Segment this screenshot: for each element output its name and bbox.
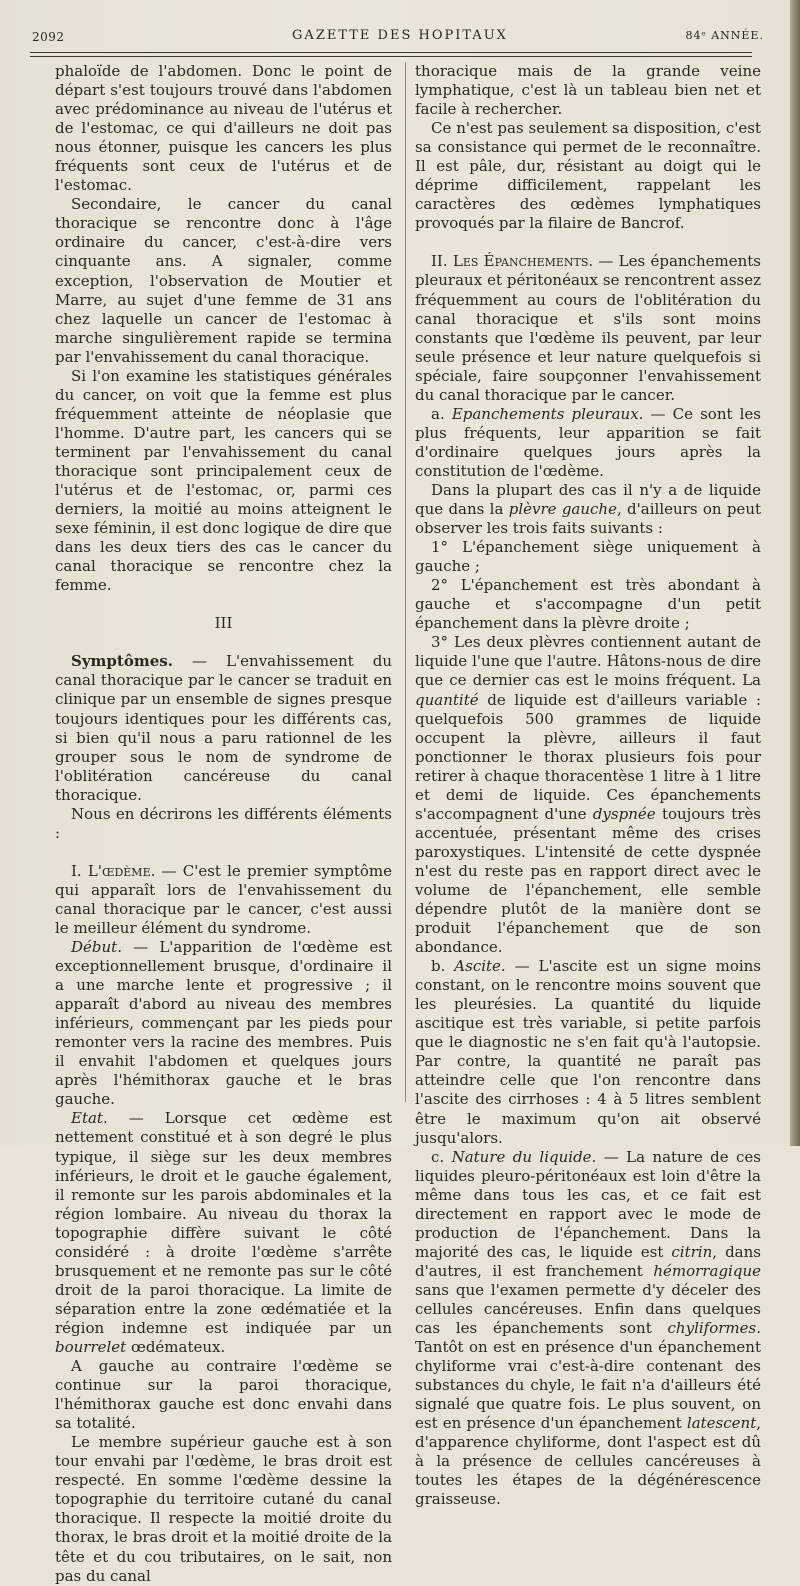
section-heading: Symptômes. (71, 652, 173, 671)
paragraph: A gauche au contraire l'œdème se continue sur la paroi thoracique, l'hémithorax gauche est donc envahi dans sa totalité. (55, 1357, 392, 1433)
right-column (415, 62, 761, 1510)
year-label: 84ᵉ ANNÉE. (685, 29, 764, 42)
list-item: 1° L'épanchement siège uniquement à gauche ; (415, 538, 761, 576)
paragraph: I. L'œdème. — C'est le premier symptôme qui apparaît lors de l'envahissement du canal thoracique par le cancer, c'est aussi le meilleur élément du syndrome. (55, 861, 392, 937)
left-column (55, 62, 392, 1586)
subheading-italic: Etat. (71, 1109, 108, 1128)
header-rule-top (30, 52, 752, 53)
paragraph: Ce n'est pas seulement sa disposition, c'est sa consistance qui permet de le reconnaître. Il est pâle, dur, résistant au doigt qui le déprime difficilement, rappelant les caractères des œdèmes lymphatiques provoqués par la filaire de Bancrof. (415, 119, 761, 233)
paragraph: Si l'on examine les statistiques générales du cancer, on voit que la femme est plus fréquemment atteinte de néoplasie que l'homme. D'autre part, les cancers qui se terminent par l'envahissement du canal thoracique sont principalement ceux de l'utérus et de l'estomac, or, parmi ces derniers, la moitié au moins atteignent le sexe féminin, il est donc logique de dire que dans les deux tiers des cas le cancer du canal thoracique se rencontre chez la femme. (55, 366, 392, 595)
list-item: 3° Les deux plèvres contiennent autant de liquide l'une que l'autre. Hâtons-nous de dire que ce dernier cas est le moins fréquent. La quantité de liquide est d'ailleurs variable : quelquefois 500 grammes de liquide occupent la plèvre, ailleurs il faut ponctionner le thorax plusieurs fois pour retirer à chaque thoracentèse 1 litre à 1 litre et demi de liquide. Ces épanchements s'accompagnent d'une dyspnée toujours très accentuée, présentant même des crises paroxystiques. L'intensité de cette dyspnée n'est du reste pas en rapport direct avec le volume de l'épanchement, elle semble dépendre plutôt de la manière dont se produit l'épanchement que de son abondance. (415, 633, 761, 957)
paragraph: Symptômes. — L'envahissement du canal thoracique par le cancer se traduit en clinique par un ensemble de signes presque toujours identiques pour les différents cas, si bien qu'il nous a paru rationnel de les grouper sous le nom de syndrome de l'oblitération cancéreuse du canal thoracique. (55, 652, 392, 804)
paragraph: Secondaire, le cancer du canal thoracique se rencontre donc à l'âge ordinaire du cancer, c'est-à-dire vers cinquante ans. A signaler, comme exception, l'observation de Moutier et Marre, au sujet d'une femme de 31 ans chez laquelle un cancer de l'estomac à marche singulièrement rapide se termina par l'envahissement du canal thoracique. (55, 195, 392, 366)
paragraph: II. Les Épanchements. — Les épanchements pleuraux et péritonéaux se rencontrent assez fréquemment au cours de l'oblitération du canal thoracique et s'ils sont moins constants que l'œdème ils peuvent, par leur seule présence et leur nature quelquefois si spéciale, faire soupçonner l'envahissement du canal thoracique par le cancer. (415, 252, 761, 404)
subheading-italic: Nature du liquide. (451, 1147, 597, 1166)
paragraph: thoracique mais de la grande veine lymphatique, c'est là un tableau bien net et facile à rechercher. (415, 62, 761, 119)
paragraph: Etat. — Lorsque cet œdème est nettement constitué et à son degré le plus typique, il siège sur les deux membres inférieurs, le droit et le gauche également, il remonte sur les parois abdominales et la région lombaire. Au niveau du thorax la topographie diffère suivant le côté considéré : à droite l'œdème s'arrête brusquement et ne remonte pas sur le côté droit de la paroi thoracique. La limite de séparation entre la zone œdématiée et la région indemne est indiquée par un bourrelet œdémateux. (55, 1109, 392, 1356)
paragraph: Début. — L'apparition de l'œdème est exceptionnellement brusque, d'ordinaire il a une marche lente et progressive ; il apparaît d'abord au niveau des membres inférieurs, commençant par les pieds pour remonter vers la racine des membres. Puis il envahit l'abdomen et quelques jours après l'hémithorax gauche et le bras gauche. (55, 938, 392, 1109)
subsection-heading: I. L'œdème. (71, 861, 156, 880)
column-divider (405, 62, 406, 1102)
list-item: 2° L'épanchement est très abondant à gauche et s'accompagne d'un petit épanchement dans la plèvre droite ; (415, 576, 761, 633)
journal-title: GAZETTE DES HOPITAUX (292, 28, 508, 43)
subheading-italic: Ascite. (454, 957, 506, 976)
subheading-italic: Epanchements pleuraux. (451, 404, 644, 423)
subheading-italic: Début. (71, 938, 122, 957)
paragraph: phaloïde de l'abdomen. Donc le point de départ s'est toujours trouvé dans l'abdomen avec prédominance au niveau de l'utérus et de l'estomac, ce qui d'ailleurs ne doit pas nous étonner, puisque les cancers les plus fréquents sont ceux de l'utérus et de l'estomac. (55, 62, 392, 195)
section-number: III (214, 614, 233, 633)
paragraph: Dans la plupart des cas il n'y a de liquide que dans la plèvre gauche, d'ailleurs on peut observer les trois faits suivants : (415, 480, 762, 538)
page-edge-shadow (790, 0, 800, 1146)
paragraph: b. Ascite. — L'ascite est un signe moins constant, on le rencontre moins souvent que les pleurésies. La quantité du liquide ascitique est très variable, si petite parfois que le diagnostic ne s'en fait qu'à l'autopsie. Par contre, la quantité ne paraît pas atteindre celle que l'on rencontre dans l'ascite des cirrhoses : 4 à 5 litres semblent être le maximum qu'on ait observé jusqu'alors. (415, 957, 762, 1147)
paragraph: Nous en décrirons les différents éléments : (55, 804, 392, 842)
header-rule-bottom (30, 56, 752, 57)
running-header (30, 22, 770, 48)
page-number: 2092 (32, 30, 65, 44)
paragraph: c. Nature du liquide. — La nature de ces liquides pleuro-péritonéaux est loin d'être la même dans tous les cas, et ce fait est directement en rapport avec le mode de production de l'épanchement. Dans la majorité des cas, le liquide est citrin, dans d'autres, il est franchement hémorragique sans que l'examen permette d'y déceler des cellules cancéreuses. Enfin dans quelques cas les épanchements sont chyliformes. Tantôt on est en présence d'un épanchement chyliforme vrai c'est-à-dire contenant des substances du chyle, le fait n'a d'ailleurs été signalé que quatre fois. Le plus souvent, on est en présence d'un épanchement latescent, d'apparence chyliforme, dont l'aspect est dû à la présence de cellules cancéreuses à toutes les étapes de la dégénérescence graisseuse. (415, 1147, 761, 1509)
subsection-heading: II. Les Épanchements. (431, 252, 594, 271)
paragraph: Le membre supérieur gauche est à son tour envahi par l'œdème, le bras droit est respecté. En somme l'œdème dessine la topographie du territoire cutané du canal thoracique. Il respecte la moitié droite du thorax, le bras droit et la moitié droite de la tête et du cou tributaires, on le sait, non pas du canal (55, 1433, 392, 1585)
paragraph: a. Epanchements pleuraux. — Ce sont les plus fréquents, leur apparition se fait d'ordinaire quelques jours après la constitution de l'œdème. (415, 404, 761, 480)
